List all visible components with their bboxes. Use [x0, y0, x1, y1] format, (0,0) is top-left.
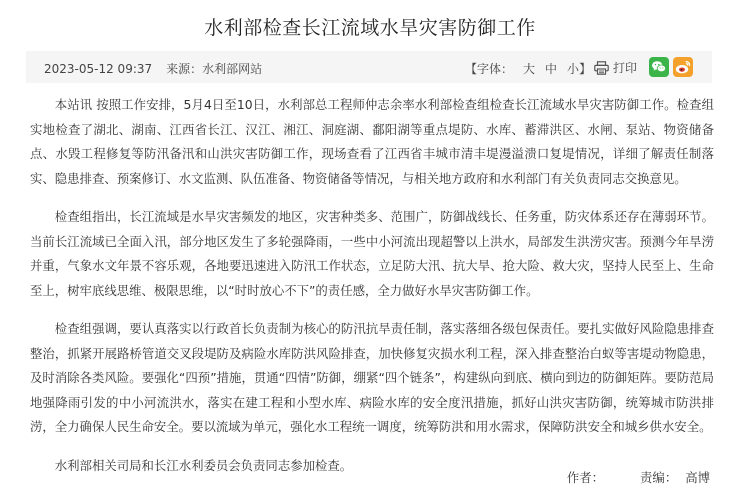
- author-label: 作者：: [566, 470, 605, 485]
- source-name: 水利部网站: [202, 62, 263, 76]
- article-title: 水利部检查长江流域水旱灾害防御工作: [204, 17, 536, 39]
- editor-name: 高博: [685, 470, 710, 485]
- font-medium-option[interactable]: 中: [545, 62, 558, 76]
- article-paragraph: 本站讯 按照工作安排，5月4日至10日，水利部总工程师仲志余率水利部检查组检查长江流域水旱灾害防御工作。检查组实地检查了湖北、湖南、江西省长江、汉江、湘江、洞庭湖、鄱阳湖等重点堤防、水库、蓄滞洪区、水闸、泵站、物资储备点、水毁工程修复等防汛备汛和山洪灾害防御工作，现场查看了江西省丰城市清丰堤漫溢溃口复堤情况，详细了解责任制落实、隐患排查、预案修订、水文监测、队伍准备、物资储备等情况，与相关地方政府和水利部门有关负责同志交换意见。: [30, 97, 714, 186]
- article-paragraph: 水利部相关司局和长江水利委员会负责同志参加检查。: [54, 457, 353, 473]
- font-size-control: [465, 60, 591, 77]
- article-paragraph: 检查组强调，要认真落实以行政首长负责制为核心的防汛抗旱责任制，落实落细各级包保责任。要扎实做好风险隐患排查整治，抓紧开展路桥管道交叉段堤防及病险水库防洪风险排查，加快修复灾损水利工程，深入排查整治白蚁等害堤动物隐患，及时消除各类风险。要强化“四预”措施，贯通“四情”防御，绷紧“四个链条”，构建纵向到底、横向到边的防御矩阵。要防范局地强降雨引发的中小河流洪水，落实在建工程和小型水库、病险水库的安全度汛措施，抓好山洪灾害防御，统筹城市防洪排涝，全力确保人民生命安全。要以流域为单元，强化水工程统一调度，统筹防洪和用水需求，保障防洪安全和城乡供水安全。: [30, 321, 714, 434]
- font-size-close: 】: [579, 62, 592, 76]
- editor-label: 责编：: [640, 470, 678, 485]
- share-weibo-button[interactable]: [673, 57, 693, 77]
- article-body: [30, 93, 714, 492]
- article-meta-bar: [26, 51, 712, 83]
- font-large-option[interactable]: 大: [523, 62, 536, 76]
- article-footer: [559, 468, 710, 486]
- share-wechat-button[interactable]: [649, 57, 669, 77]
- font-small-option[interactable]: 小: [567, 62, 580, 76]
- weibo-icon: [673, 57, 693, 77]
- article-meta: [44, 60, 276, 77]
- print-label: 打印: [613, 61, 638, 75]
- source-label: 来源：: [166, 62, 203, 76]
- printer-icon: [594, 61, 609, 75]
- article-paragraph: 检查组指出，长江流域是水旱灾害频发的地区，灾害种类多、范围广，防御战线长、任务重，防灾体系还存在薄弱环节。当前长江流域已全面入汛，部分地区发生了多轮强降雨，一些中小河流出现超警以上洪水，局部发生洪涝灾害。预测今年旱涝并重，气象水文年景不容乐观，各地要迅速进入防汛工作状态，立足防大汛、抗大旱、抢大险、救大灾，坚持人民至上、生命至上，树牢底线思维、极限思维，以“时时放心不下”的责任感，全力做好水旱灾害防御工作。: [30, 209, 714, 298]
- font-size-label: 【字体：: [465, 62, 514, 76]
- print-button[interactable]: [594, 59, 637, 76]
- publish-date: 2023-05-12 09:37: [44, 62, 153, 76]
- wechat-icon: [649, 57, 669, 77]
